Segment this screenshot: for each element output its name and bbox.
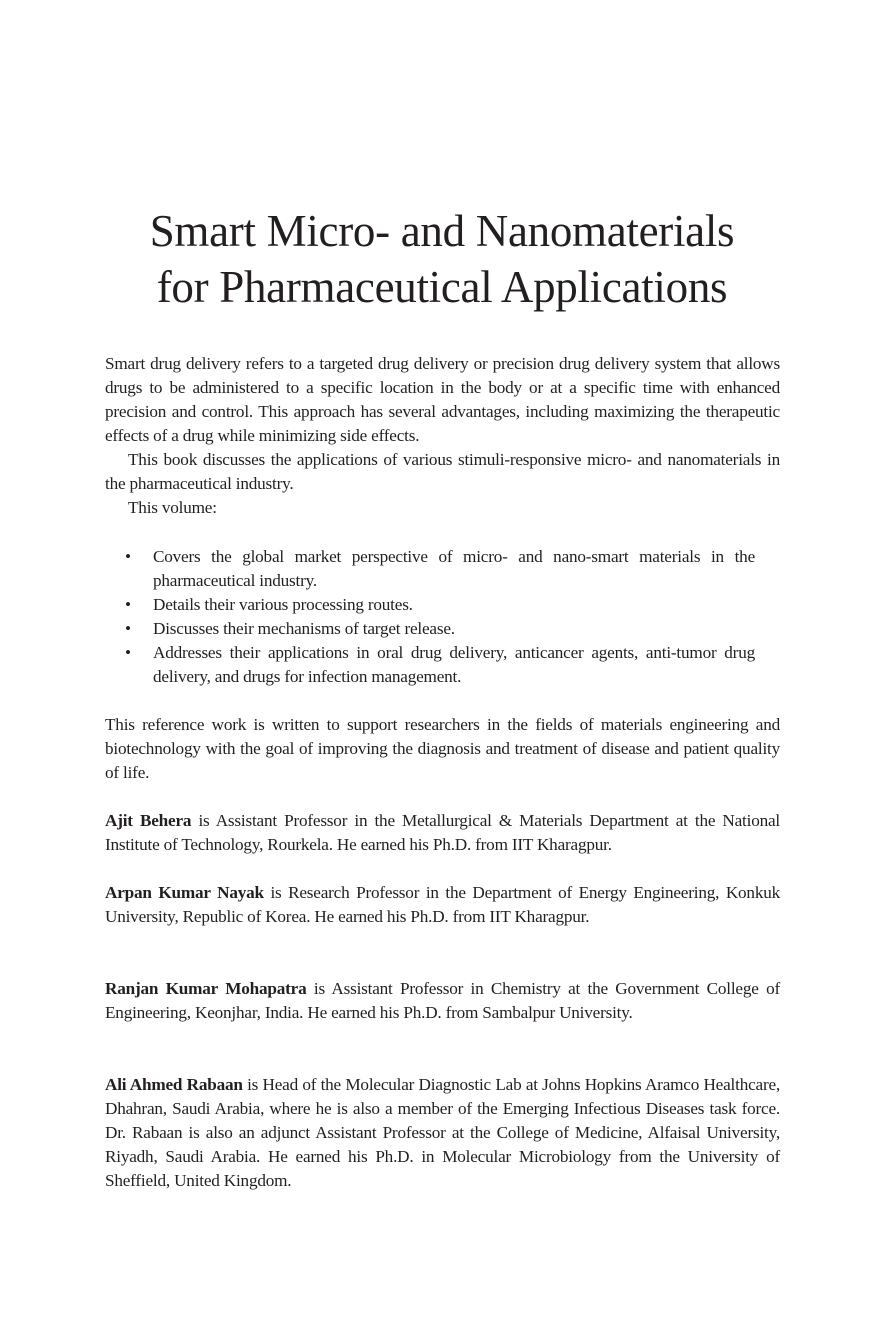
book-title: [0, 203, 884, 315]
list-item: • Details their various processing routes.: [105, 593, 755, 617]
author-bio: Arpan Kumar Nayak is Research Professor in the Department of Energy Engineering, Konkuk University, Republic of Korea. He earned his Ph.D. from IIT Kharagpur.: [105, 883, 780, 926]
title-line-2: for Pharmaceutical Applications: [156, 262, 728, 312]
intro-paragraph-3: This volume:: [128, 498, 217, 517]
list-item: • Addresses their applications in oral drug delivery, anticancer agents, anti-tumor drug delivery, and drugs for infection management.: [125, 643, 755, 686]
intro-paragraph-2: This book discusses the applications of various stimuli-responsive micro- and nanomaterials in the pharmaceutical industry.: [105, 450, 780, 493]
list-item: • Discusses their mechanisms of target release.: [105, 617, 755, 641]
list-item: • Covers the global market perspective of micro- and nano-smart materials in the pharmaceutical industry.: [125, 547, 755, 590]
author-name: Ajit Behera: [105, 811, 192, 830]
title-line-1: Smart Micro- and Nanomaterials: [149, 206, 735, 256]
bullet-icon: •: [125, 595, 131, 614]
author-name: Ranjan Kumar Mohapatra: [105, 979, 307, 998]
bullet-icon: •: [125, 643, 131, 662]
author-name: Ali Ahmed Rabaan: [105, 1075, 243, 1094]
reference-paragraph: This reference work is written to support researchers in the fields of materials engineering and biotechnology with the goal of improving the diagnosis and treatment of disease and patient quality of life.: [105, 715, 780, 782]
author-name: Arpan Kumar Nayak: [105, 883, 264, 902]
author-bio: Ajit Behera is Assistant Professor in the Metallurgical & Materials Department at the National Institute of Technology, Rourkela. He earned his Ph.D. from IIT Kharagpur.: [105, 811, 781, 854]
intro-paragraph-1: Smart drug delivery refers to a targeted drug delivery or precision drug delivery system that allows drugs to be administered to a specific location in the body or at a specific time with enhanced precision and control. This approach has several advantages, including maximizing the therapeutic effects of a drug while minimizing side effects.: [105, 354, 780, 445]
bullet-icon: •: [125, 619, 131, 638]
bullet-icon: •: [125, 547, 131, 566]
feature-list: [105, 545, 755, 689]
intro-section: [105, 352, 780, 520]
author-bio: Ali Ahmed Rabaan is Head of the Molecular Diagnostic Lab at Johns Hopkins Aramco Healthcare, Dhahran, Saudi Arabia, where he is also a member of the Emerging Infectious Diseases task force. Dr. Rabaan is also an adjunct Assistant Professor at the College of Medicine, Alfaisal University, Riyadh, Saudi Arabia. He earned his Ph.D. in Molecular Microbiology from the University of Sheffield, United Kingdom.: [105, 1075, 780, 1190]
author-bio: Ranjan Kumar Mohapatra is Assistant Professor in Chemistry at the Government College of Engineering, Keonjhar, India. He earned his Ph.D. from Sambalpur University.: [105, 979, 780, 1022]
